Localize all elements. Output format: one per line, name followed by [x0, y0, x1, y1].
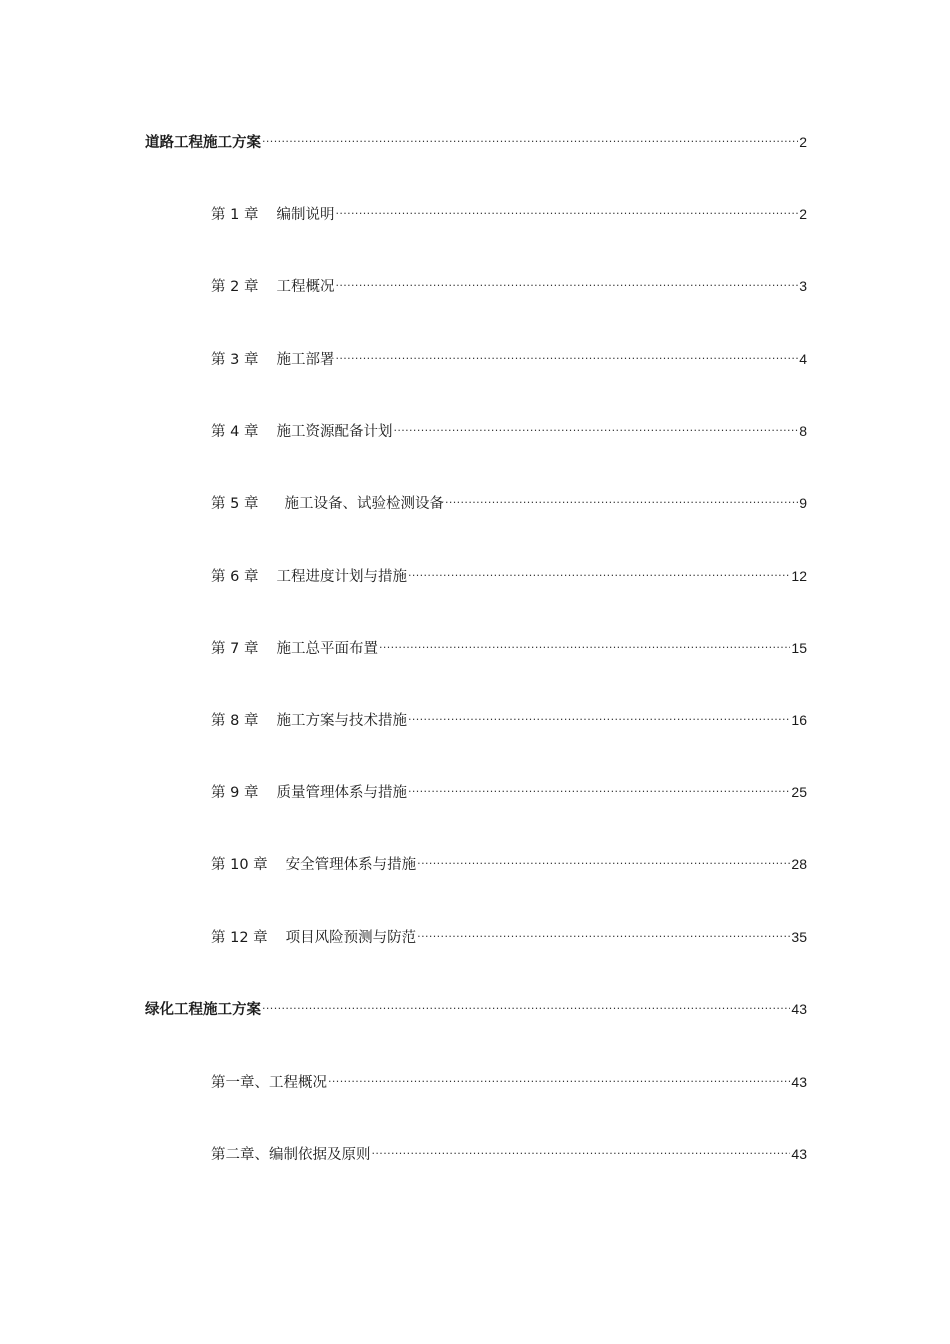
toc-page-number: 43 — [791, 1146, 807, 1162]
toc-entry-title: 工程概况 — [276, 279, 335, 295]
toc-entry-title: 施工方案与技术措施 — [276, 713, 407, 729]
toc-chapter-number: 第 12 章 — [211, 930, 268, 946]
toc-leader-dots — [417, 922, 790, 942]
toc-entry-title: 道路工程施工方案 — [145, 135, 261, 151]
toc-chapter-number: 第 2 章 — [211, 279, 259, 295]
toc-chapter-number: 第 8 章 — [211, 713, 259, 729]
toc-entry-title: 施工部署 — [276, 352, 335, 368]
toc-entry-title: 绿化工程施工方案 — [145, 1002, 261, 1018]
toc-page-number: 8 — [799, 423, 807, 439]
toc-entry-greening-chapter-1[interactable] — [211, 1067, 807, 1093]
toc-entry-title: 第二章、编制依据及原则 — [211, 1147, 371, 1163]
toc-page-number: 28 — [791, 856, 807, 872]
toc-page-number: 15 — [791, 640, 807, 656]
toc-chapter-number: 第 9 章 — [211, 785, 259, 801]
toc-entry-chapter-4[interactable] — [211, 416, 807, 442]
toc-entry-title: 安全管理体系与措施 — [285, 857, 417, 873]
toc-leader-dots — [335, 271, 798, 291]
toc-leader-dots — [408, 777, 790, 797]
toc-page-number: 43 — [791, 1074, 807, 1090]
toc-entry-greening-chapter-2[interactable] — [211, 1139, 807, 1165]
toc-entry-chapter-3[interactable] — [211, 344, 807, 370]
toc-entry-greening-plan[interactable] — [145, 994, 807, 1020]
toc-entry-chapter-8[interactable] — [211, 705, 807, 731]
toc-entry-title: 编制说明 — [276, 207, 335, 223]
toc-page-number: 4 — [799, 351, 807, 367]
toc-entry-title: 施工总平面布置 — [276, 641, 378, 657]
toc-leader-dots — [335, 199, 798, 219]
toc-chapter-number: 第 5 章 — [211, 496, 259, 512]
toc-entry-chapter-2[interactable] — [211, 271, 807, 297]
toc-page-number: 2 — [799, 206, 807, 222]
toc-entry-title: 施工资源配备计划 — [276, 424, 393, 440]
toc-entry-chapter-9[interactable] — [211, 777, 807, 803]
toc-entry-title: 第一章、工程概况 — [211, 1075, 327, 1091]
toc-entry-title: 项目风险预测与防范 — [285, 930, 417, 946]
toc-entry-chapter-12[interactable] — [211, 922, 807, 948]
toc-entry-chapter-6[interactable] — [211, 561, 807, 587]
toc-leader-dots — [379, 633, 790, 653]
toc-leader-dots — [372, 1139, 791, 1159]
toc-leader-dots — [408, 561, 790, 581]
toc-page-number: 3 — [799, 278, 807, 294]
toc-leader-dots — [445, 488, 798, 508]
toc-page-number: 43 — [791, 1001, 807, 1017]
toc-leader-dots — [262, 994, 790, 1014]
toc-entry-chapter-5[interactable] — [211, 488, 807, 514]
toc-chapter-number: 第 3 章 — [211, 352, 259, 368]
toc-entry-title: 施工设备、试验检测设备 — [284, 496, 444, 512]
toc-chapter-number: 第 1 章 — [211, 207, 259, 223]
toc-leader-dots — [328, 1067, 790, 1087]
toc-leader-dots — [393, 416, 798, 436]
toc-page-number: 9 — [799, 495, 807, 511]
toc-entry-chapter-7[interactable] — [211, 633, 807, 659]
toc-chapter-number: 第 6 章 — [211, 569, 259, 585]
toc-page-number: 2 — [799, 134, 807, 150]
toc-page-number: 12 — [791, 568, 807, 584]
toc-entry-road-plan[interactable] — [145, 127, 807, 153]
toc-chapter-number: 第 4 章 — [211, 424, 259, 440]
toc-leader-dots — [262, 127, 798, 147]
toc-page-number: 16 — [791, 712, 807, 728]
toc-entry-chapter-1[interactable] — [211, 199, 807, 225]
toc-chapter-number: 第 10 章 — [211, 857, 268, 873]
toc-page-number: 35 — [791, 929, 807, 945]
toc-entry-title: 质量管理体系与措施 — [276, 785, 407, 801]
toc-leader-dots — [417, 849, 790, 869]
toc-leader-dots — [408, 705, 790, 725]
toc-entry-chapter-10[interactable] — [211, 849, 807, 875]
toc-page-number: 25 — [791, 784, 807, 800]
toc-leader-dots — [335, 344, 798, 364]
toc-chapter-number: 第 7 章 — [211, 641, 259, 657]
toc-entry-title: 工程进度计划与措施 — [276, 569, 407, 585]
